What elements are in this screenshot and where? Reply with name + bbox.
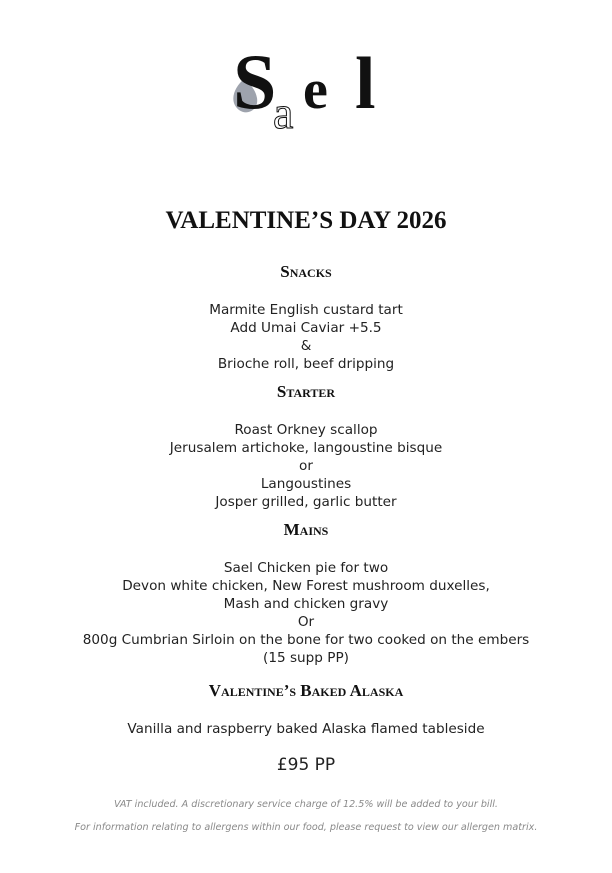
- section-mains: [0, 559, 612, 667]
- menu-line: Devon white chicken, New Forest mushroom duxelles,: [122, 578, 490, 594]
- svg-text:a: a: [273, 87, 294, 136]
- section-heading-mains: Mains: [283, 520, 329, 539]
- menu-line: Jerusalem artichoke, langoustine bisque: [169, 440, 443, 456]
- menu-line: Brioche roll, beef dripping: [217, 356, 395, 372]
- menu-line: (15 supp PP): [263, 650, 349, 666]
- menu-line: or: [299, 458, 313, 474]
- svg-text:S: S: [233, 38, 277, 125]
- menu-line: Langoustines: [260, 476, 352, 492]
- vat-note: VAT included. A discretionary service charge of 12.5% will be added to your bill.: [114, 799, 498, 810]
- menu-price: £95 PP: [276, 755, 336, 775]
- menu-line: Mash and chicken gravy: [223, 596, 389, 612]
- menu-line: &: [300, 338, 312, 354]
- menu-line: Vanilla and raspberry baked Alaska flamed tableside: [127, 721, 485, 737]
- menu-line: Or: [297, 614, 315, 630]
- section-dessert: [0, 720, 612, 738]
- menu-line: Sael Chicken pie for two: [223, 560, 389, 576]
- section-heading-starter: Starter: [276, 382, 336, 401]
- section-heading-dessert: Valentine’s Baked Alaska: [208, 681, 404, 700]
- menu-line: 800g Cumbrian Sirloin on the bone for two cooked on the embers: [82, 632, 530, 648]
- svg-text:e: e: [303, 59, 328, 121]
- allergen-note: For information relating to allergens within our food, please request to view our allergen matrix.: [74, 822, 538, 833]
- menu-line: Marmite English custard tart: [209, 302, 403, 318]
- menu-line: Josper grilled, garlic butter: [215, 494, 397, 510]
- menu-line: Roast Orkney scallop: [234, 422, 378, 438]
- section-snacks: [0, 301, 612, 373]
- sael-logo: [225, 36, 390, 136]
- logo-mark-icon: [225, 36, 390, 136]
- menu-title: VALENTINE’S DAY 2026: [165, 207, 447, 234]
- section-heading-snacks: Snacks: [280, 262, 332, 281]
- menu-line: Add Umai Caviar +5.5: [230, 320, 382, 336]
- svg-text:l: l: [355, 43, 376, 125]
- section-starter: [0, 421, 612, 511]
